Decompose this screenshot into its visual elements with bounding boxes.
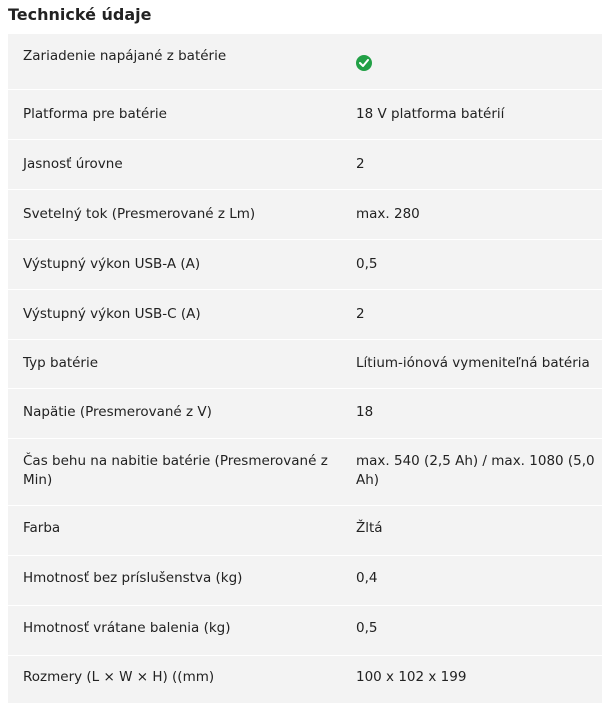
check-circle-icon <box>356 55 372 71</box>
row-value: max. 540 (2,5 Ah) / max. 1080 (5,0 Ah) <box>356 453 595 488</box>
table-row <box>8 90 602 140</box>
row-label: Jasnosť úrovne <box>23 156 123 172</box>
row-label: Typ batérie <box>23 355 99 371</box>
row-value <box>356 55 596 77</box>
table-row <box>8 340 602 389</box>
table-row <box>8 389 602 439</box>
row-label: Napätie (Presmerované z V) <box>23 404 212 420</box>
row-value: 18 V platforma batérií <box>356 106 505 122</box>
row-label: Hmotnosť vrátane balenia (kg) <box>23 620 231 636</box>
row-label: Čas behu na nabitie batérie (Presmerované z Min) <box>23 453 328 488</box>
table-row <box>8 656 602 703</box>
row-value: 2 <box>356 156 365 172</box>
section-title: Technické údaje <box>8 5 152 24</box>
table-row <box>8 190 602 240</box>
row-label: Výstupný výkon USB-A (A) <box>23 256 201 272</box>
table-row <box>8 34 602 90</box>
row-label: Zariadenie napájané z batérie <box>23 48 227 64</box>
row-label: Svetelný tok (Presmerované z Lm) <box>23 206 256 222</box>
row-value: 0,5 <box>356 620 378 636</box>
row-value: 0,4 <box>356 570 378 586</box>
row-label: Farba <box>23 520 61 536</box>
table-row <box>8 506 602 556</box>
row-label: Rozmery (L × W × H) ((mm) <box>23 669 215 685</box>
specs-table <box>8 34 602 703</box>
row-value: 2 <box>356 306 365 322</box>
row-value: 18 <box>356 404 374 420</box>
row-value: Žltá <box>356 520 383 536</box>
row-label: Výstupný výkon USB-C (A) <box>23 306 201 322</box>
row-value: 100 x 102 x 199 <box>356 669 467 685</box>
row-value: max. 280 <box>356 206 420 222</box>
table-row <box>8 140 602 190</box>
row-label: Hmotnosť bez príslušenstva (kg) <box>23 570 243 586</box>
table-row <box>8 606 602 656</box>
table-row <box>8 290 602 340</box>
table-row <box>8 240 602 290</box>
row-label: Platforma pre batérie <box>23 106 167 122</box>
row-value: 0,5 <box>356 256 378 272</box>
row-value: Lítium-iónová vymeniteľná batéria <box>356 355 590 371</box>
table-row <box>8 556 602 606</box>
table-row <box>8 439 602 506</box>
